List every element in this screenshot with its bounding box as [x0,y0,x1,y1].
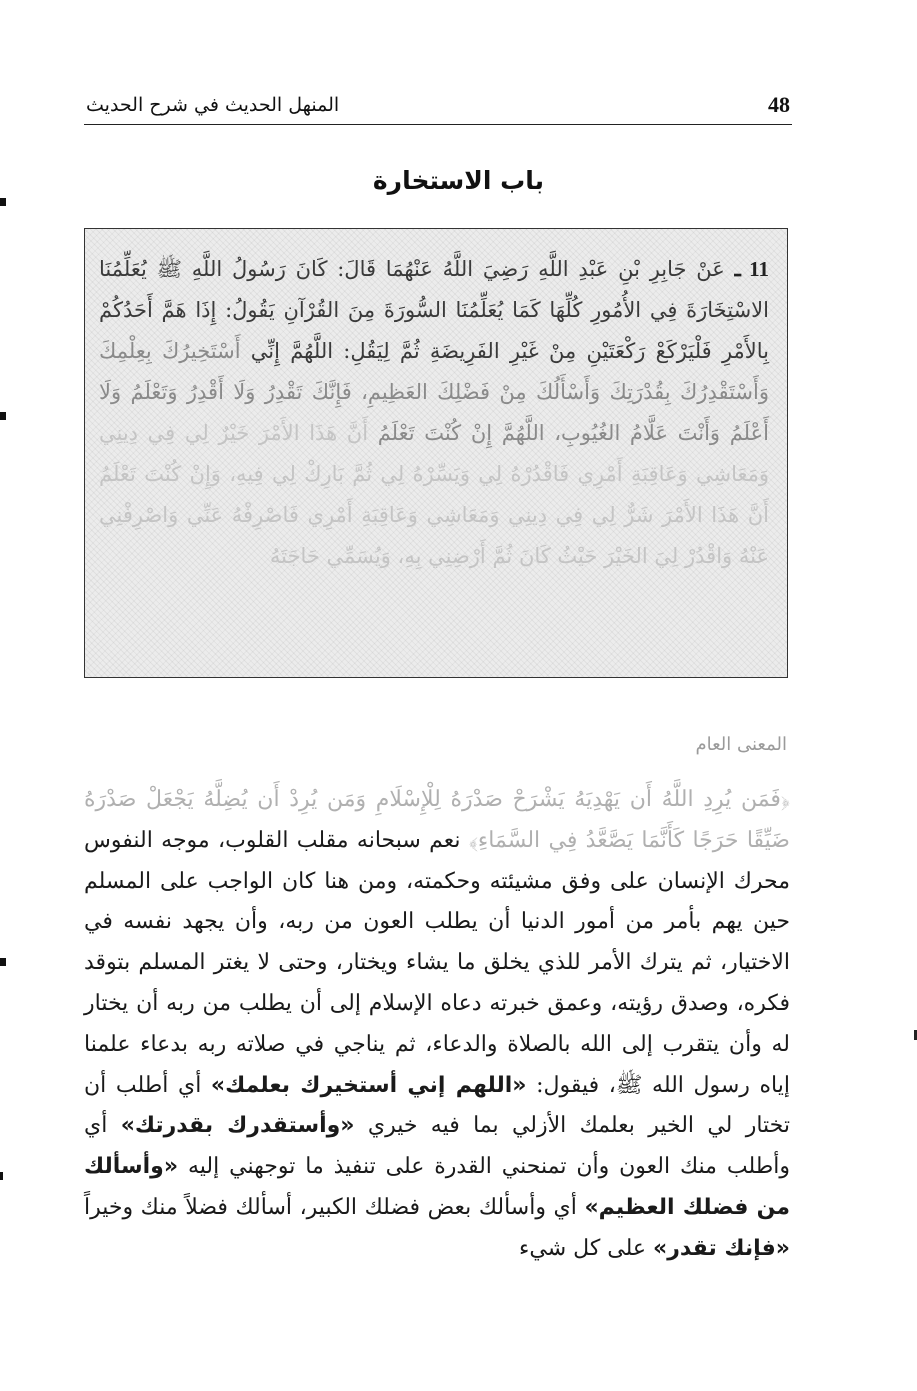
hadith-number: 11 ـ [734,257,769,281]
scan-margin-mark [0,958,6,966]
scan-margin-mark [0,412,6,420]
scan-margin-mark [0,1172,3,1180]
commentary-paragraph: نعم سبحانه مقلب القلوب، موجه النفوس محرك الإنسان على وفق مشيئته وحكمته، ومن هنا كان الواجب على المسلم حين يهم بأمر من أمور الدنيا أن يطلب العون من ربه، وأن يجهد نفسه في الاختيار، ثم يترك الأمر للذي يخلق ما يشاء ويختار، وحتى لا يغتر المسلم بتوقد فكره، وصدق رؤيته، وعمق خبرته دعاه الإسلام إلى أن يطلب من ربه أن يختار له وأن يتقرب إلى الله بالصلاة والدعاء، ثم يناجي في صلاته ربه بدعاء علمنا إياه رسول الله ﷺ، فيقول: [84,827,790,1098]
quote-istikhara: «اللهم إني أستخيرك بعلمك» [210,1072,527,1098]
commentary-explanation-1: أي أطلب أن تختار لي الخير بعلمك الأزلي بما فيه خيري [84,1072,791,1139]
quran-verse: ﴿فَمَن يُرِدِ اللَّهُ أَن يَهْدِيَهُ يَشْرَحْ صَدْرَهُ لِلْإِسْلَامِ وَمَن يُرِدْ أَن يُضِلَّهُ يَجْعَلْ صَدْرَهُ ضَيِّقًا حَرَجًا كَأَنَّمَا يَصَّعَّدُ فِي السَّمَاءِ﴾ [84,787,790,853]
hadith-box [84,228,788,678]
commentary-explanation-2: أي وأطلب منك العون وأن تمنحني القدرة على تنفيذ ما توجهني إليه [84,1113,790,1180]
quote-fadl: «وأسألك من فضلك العظيم» [84,1154,791,1220]
chapter-title: باب الاستخارة [372,166,545,195]
running-title: المنهل الحديث في شرح الحديث [86,94,340,116]
hadith-text-clear: عَنْ جَابِرِ بْنِ عَبْدِ اللَّهِ رَضِيَ اللَّهُ عَنْهُمَا قَالَ: كَانَ رَسُولُ اللَّهِ ﷺ يُعَلِّمُنَا الاسْتِخَارَةَ فِي الأُمُورِ كُلِّهَا كَمَا يُعَلِّمُنَا السُّورَةَ مِنَ القُرْآنِ يَقُولُ: إِذَا هَمَّ أَحَدُكُمْ بِالأَمْرِ فَلْيَرْكَعْ رَكْعَتَيْنِ مِنْ غَيْرِ الفَرِيضَةِ ثُمَّ لِيَقُلِ: اللَّهُمَّ إِنِّي [99,257,769,363]
commentary-explanation-3: أي وأسألك بعض فضلك الكبير، أسألك فضلاً منك وخيراً [84,1194,577,1220]
quote-istiqdar: «وأستقدرك بقدرتك» [120,1113,355,1139]
quote-taqdir: «فإنك تقدر» [653,1235,790,1261]
commentary-text [84,780,790,1270]
section-heading: المعنى العام [695,734,787,755]
hadith-text-faded: أَسْتَخِيرُكَ بِعِلْمِكَ وَأَسْتَقْدِرُكَ بِقُدْرَتِكَ وَأَسْأَلُكَ مِنْ فَضْلِكَ العَظِيمِ، فَإِنَّكَ تَقْدِرُ وَلَا أَقْدِرُ وَتَعْلَمُ وَلَا أَعْلَمُ وَأَنْتَ عَلَّامُ الغُيُوبِ، اللَّهُمَّ إِنْ كُنْتَ تَعْلَمُ [99,339,769,445]
scan-margin-mark [0,198,6,206]
running-header [84,92,792,125]
commentary-explanation-4: على كل شيء [519,1235,647,1261]
hadith-text-very-faded: أَنَّ هَذَا الأَمْرَ خَيْرٌ لِي فِي دِينِي وَمَعَاشِي وَعَاقِبَةِ أَمْرِي فَاقْدُرْهُ لِي وَيَسِّرْهُ لِي ثُمَّ بَارِكْ لِي فِيهِ، وَإِنْ كُنْتَ تَعْلَمُ أَنَّ هَذَا الأَمْرَ شَرٌّ لِي فِي دِينِي وَمَعَاشِي وَعَاقِبَةِ أَمْرِي فَاصْرِفْهُ عَنِّي وَاصْرِفْنِي عَنْهُ وَاقْدُرْ لِيَ الخَيْرَ حَيْثُ كَانَ ثُمَّ أَرْضِنِي بِهِ، وَيُسَمِّي حَاجَتَهُ [99,421,769,568]
page-number: 48 [768,92,790,117]
hadith-text [99,249,769,577]
